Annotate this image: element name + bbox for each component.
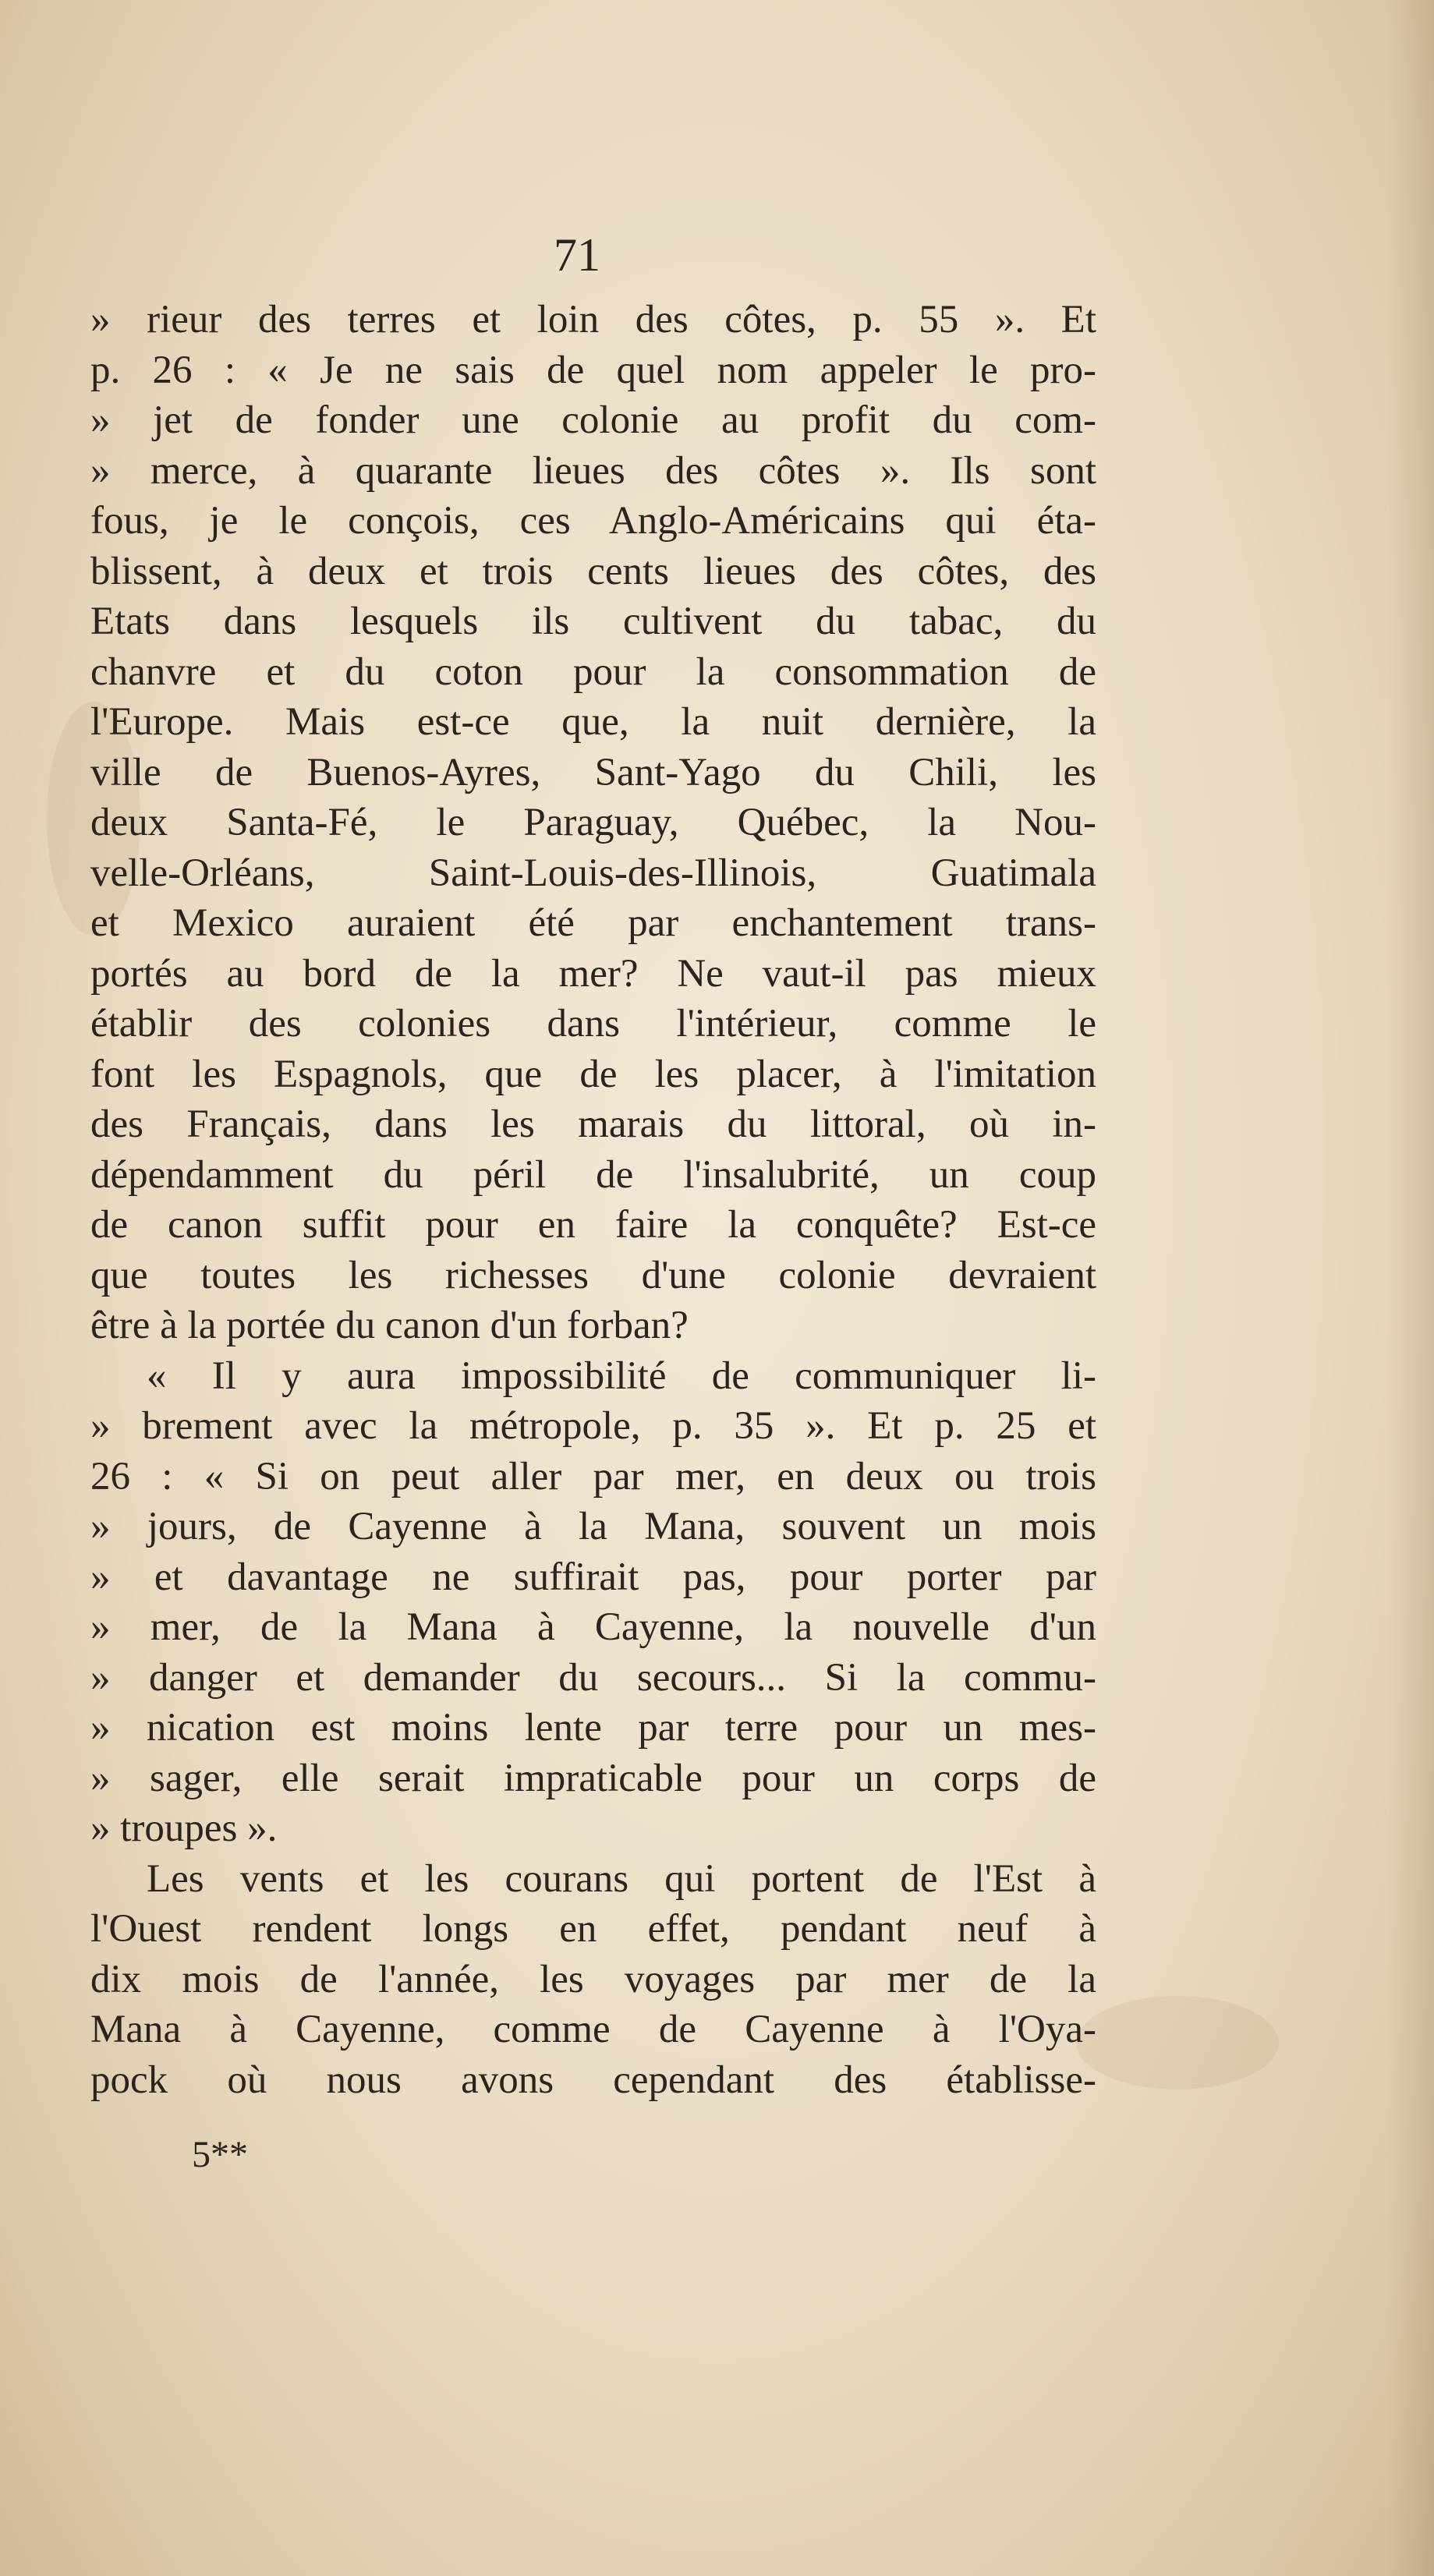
text-line: être à la portée du canon d'un forban?: [90, 1304, 689, 1347]
paper-stain: [1076, 1996, 1279, 2089]
text-line: p. 26 : « Je ne sais de quel nom appeler le pro-: [90, 348, 1096, 392]
text-line: 26 : « Si on peut aller par mer, en deux ou trois: [90, 1454, 1096, 1499]
text-line: » mer, de la Mana à Cayenne, la nouvelle d'un: [90, 1605, 1096, 1649]
text-line: Etats dans lesquels ils cultivent du tabac, du: [90, 600, 1096, 643]
text-line: l'Ouest rendent longs en effet, pendant neuf à: [90, 1907, 1096, 1951]
text-line: « Il y aura impossibilité de communiquer li-: [147, 1353, 1096, 1398]
text-line: chanvre et du coton pour la consommation de: [90, 649, 1096, 694]
text-line: » jours, de Cayenne à la Mana, souvent un mois: [90, 1505, 1096, 1548]
text-line: » jet de fonder une colonie au profit du com-: [90, 398, 1096, 442]
text-line: deux Santa-Fé, le Paraguay, Québec, la Nou-: [90, 801, 1096, 844]
text-line: velle-Orléans, Saint-Louis-des-Illinois, Guatimala: [90, 851, 1096, 895]
text-line: Les vents et les courans qui portent de l'Est à: [147, 1856, 1096, 1901]
text-line: dix mois de l'année, les voyages par mer de la: [90, 1957, 1096, 2001]
text-line: » et davantage ne suffirait pas, pour porter par: [90, 1555, 1096, 1599]
signature-mark: 5**: [192, 2134, 248, 2175]
page-edge-shadow: [1387, 0, 1434, 2576]
text-line: des Français, dans les marais du littoral, où in-: [90, 1102, 1096, 1146]
text-line: » rieur des terres et loin des côtes, p. 55 ». Et: [90, 298, 1096, 341]
text-line: que toutes les richesses d'une colonie devraient: [90, 1253, 1096, 1297]
text-line: ville de Buenos-Ayres, Sant-Yago du Chili, les: [90, 750, 1096, 794]
text-line: » danger et demander du secours... Si la commu-: [90, 1655, 1096, 1700]
text-line: » merce, à quarante lieues des côtes ». Ils sont: [90, 448, 1096, 493]
text-line: » nication est moins lente par terre pour un mes-: [90, 1706, 1096, 1750]
text-line: dépendamment du péril de l'insalubrité, un coup: [90, 1152, 1096, 1197]
text-line: font les Espagnols, que de les placer, à l'imitation: [90, 1052, 1096, 1096]
page-number: 71: [554, 229, 600, 281]
body-text: [90, 295, 1096, 2105]
text-line: » brement avec la métropole, p. 35 ». Et p. 25 et: [90, 1404, 1096, 1448]
text-line: de canon suffit pour en faire la conquête? Est-ce: [90, 1203, 1096, 1247]
text-line: fous, je le conçois, ces Anglo-Américains qui éta-: [90, 499, 1096, 543]
text-line: l'Europe. Mais est-ce que, la nuit dernière, la: [90, 700, 1096, 744]
text-line: et Mexico auraient été par enchantement trans-: [90, 901, 1096, 945]
text-line: Mana à Cayenne, comme de Cayenne à l'Oya-: [90, 2008, 1096, 2051]
text-line: » troupes ».: [90, 1806, 278, 1850]
text-line: blissent, à deux et trois cents lieues des côtes, des: [90, 549, 1096, 593]
text-line: » sager, elle serait impraticable pour un corps de: [90, 1756, 1096, 1800]
text-line: pock où nous avons cependant des établisse-: [90, 2058, 1096, 2102]
text-line: portés au bord de la mer? Ne vaut-il pas mieux: [90, 951, 1096, 996]
text-line: établir des colonies dans l'intérieur, comme le: [90, 1002, 1096, 1046]
